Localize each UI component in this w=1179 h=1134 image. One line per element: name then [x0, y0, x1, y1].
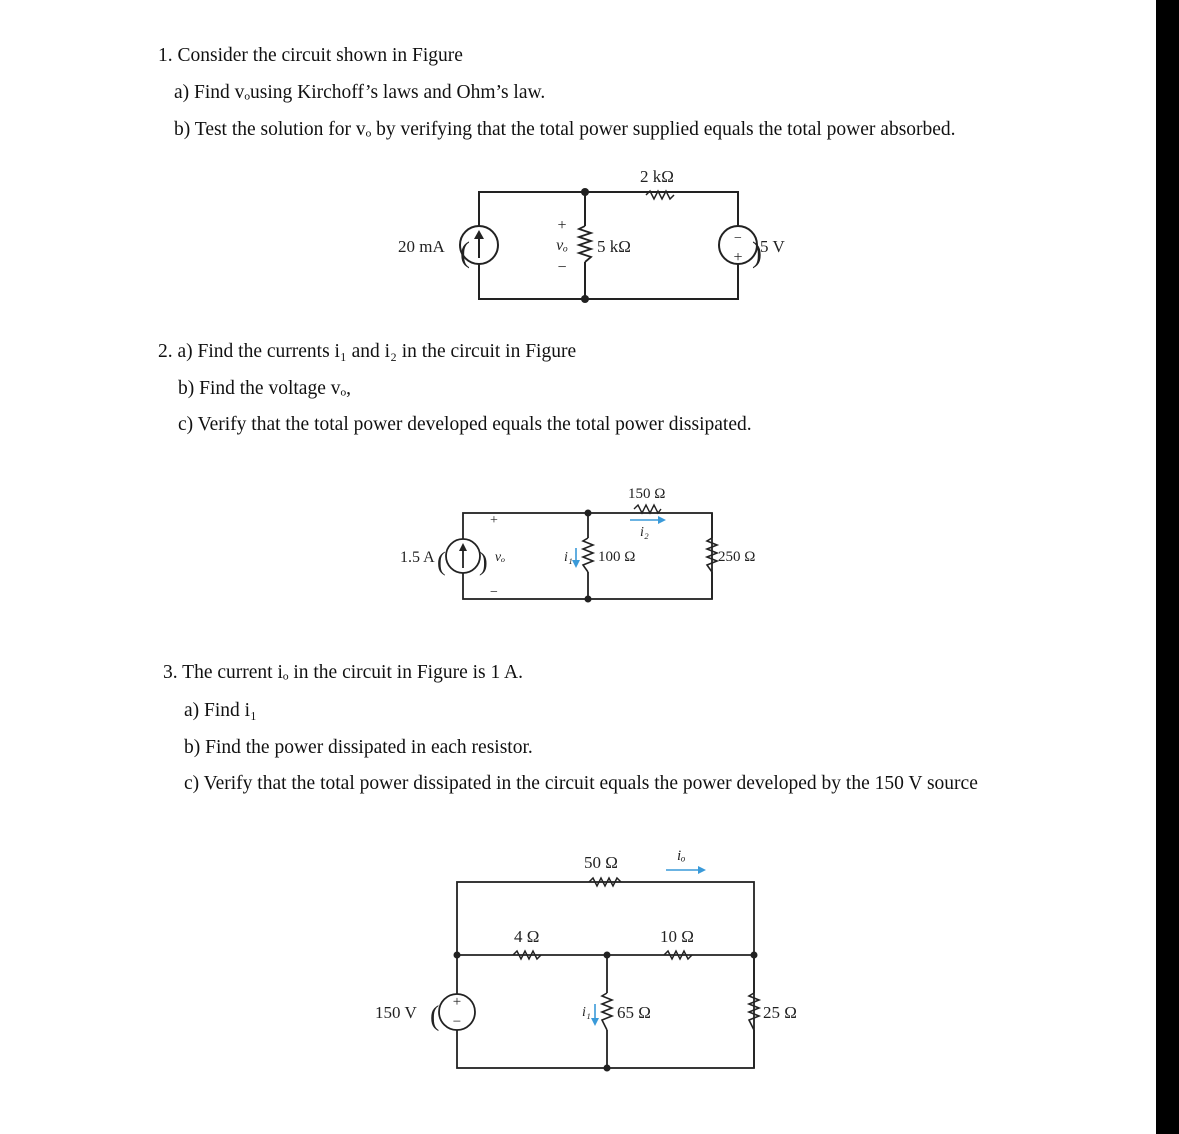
- label-25: 25 Ω: [763, 1003, 797, 1022]
- label-i1: i₁: [564, 550, 573, 565]
- label-2k: 2 kΩ: [640, 167, 674, 186]
- problem-1-part-b: b) Test the solution for vₒ by verifying that the total power supplied equals the total power absorbed.: [174, 119, 956, 140]
- node-dot: [604, 952, 611, 959]
- label-i2: i₂: [640, 525, 649, 540]
- problem-3-part-b: b) Find the power dissipated in each resistor.: [184, 737, 533, 758]
- label-250: 250 Ω: [718, 549, 756, 565]
- label-100: 100 Ω: [598, 549, 636, 565]
- label-1-5a: 1.5 A: [400, 549, 435, 566]
- io-arrow-icon: [666, 866, 706, 874]
- label-4: 4 Ω: [514, 927, 540, 946]
- label-io: iₒ: [677, 848, 686, 864]
- bracket-1-5a-left: (: [437, 547, 446, 576]
- bracket-1-5a-right: ): [479, 547, 488, 576]
- label-50: 50 Ω: [584, 853, 618, 872]
- label-10: 10 Ω: [660, 927, 694, 946]
- problem-1-statement: 1. Consider the circuit shown in Figure: [158, 45, 463, 66]
- label-150v: 150 V: [375, 1003, 417, 1022]
- label-20ma: 20 mA: [398, 237, 445, 256]
- bracket-150v: (: [430, 1001, 440, 1032]
- vo-minus: −: [490, 585, 498, 600]
- label-vo: vₒ: [556, 237, 568, 254]
- vo-plus: +: [557, 217, 567, 234]
- label-150: 150 Ω: [628, 486, 666, 502]
- i1-arrow-icon: [591, 1004, 599, 1026]
- bracket-20ma: (: [460, 236, 470, 269]
- problem-3-statement: 3. The current iₒ in the circuit in Figure is 1 A.: [163, 662, 523, 683]
- svg-text:+: +: [452, 994, 462, 1010]
- node-dot: [604, 1065, 611, 1072]
- problem-2-statement: 2. a) Find the currents i₁ and i₂ in the circuit in Figure: [158, 341, 577, 362]
- problem-1-part-a: a) Find vₒusing Kirchoff’s laws and Ohm’s law.: [174, 82, 546, 103]
- figure-3-wires: [457, 882, 754, 1068]
- vo-plus: +: [490, 513, 498, 528]
- vo-minus: −: [557, 259, 567, 276]
- resistor-65-icon: [602, 993, 612, 1030]
- problem-3-part-a: a) Find i₁: [184, 700, 257, 721]
- node-dot: [751, 952, 758, 959]
- svg-text:−: −: [452, 1014, 462, 1030]
- label-vo: vₒ: [494, 550, 506, 565]
- label-65: 65 Ω: [617, 1003, 651, 1022]
- problem-2-part-c: c) Verify that the total power developed equals the total power dissipated.: [178, 414, 752, 435]
- voltage-source-150v-icon: [439, 994, 475, 1030]
- svg-text:+: +: [733, 249, 743, 266]
- node-dot: [454, 952, 461, 959]
- bracket-5v: ): [752, 236, 762, 269]
- label-5k: 5 kΩ: [597, 237, 631, 256]
- svg-text:−: −: [734, 231, 742, 246]
- problem-3-part-c: c) Verify that the total power dissipated in the circuit equals the power developed by the 150 V source: [184, 773, 978, 794]
- problem-2-part-b: b) Find the voltage vₒ,: [178, 378, 351, 399]
- label-5v: 5 V: [760, 237, 785, 256]
- label-i1: i₁: [582, 1005, 591, 1020]
